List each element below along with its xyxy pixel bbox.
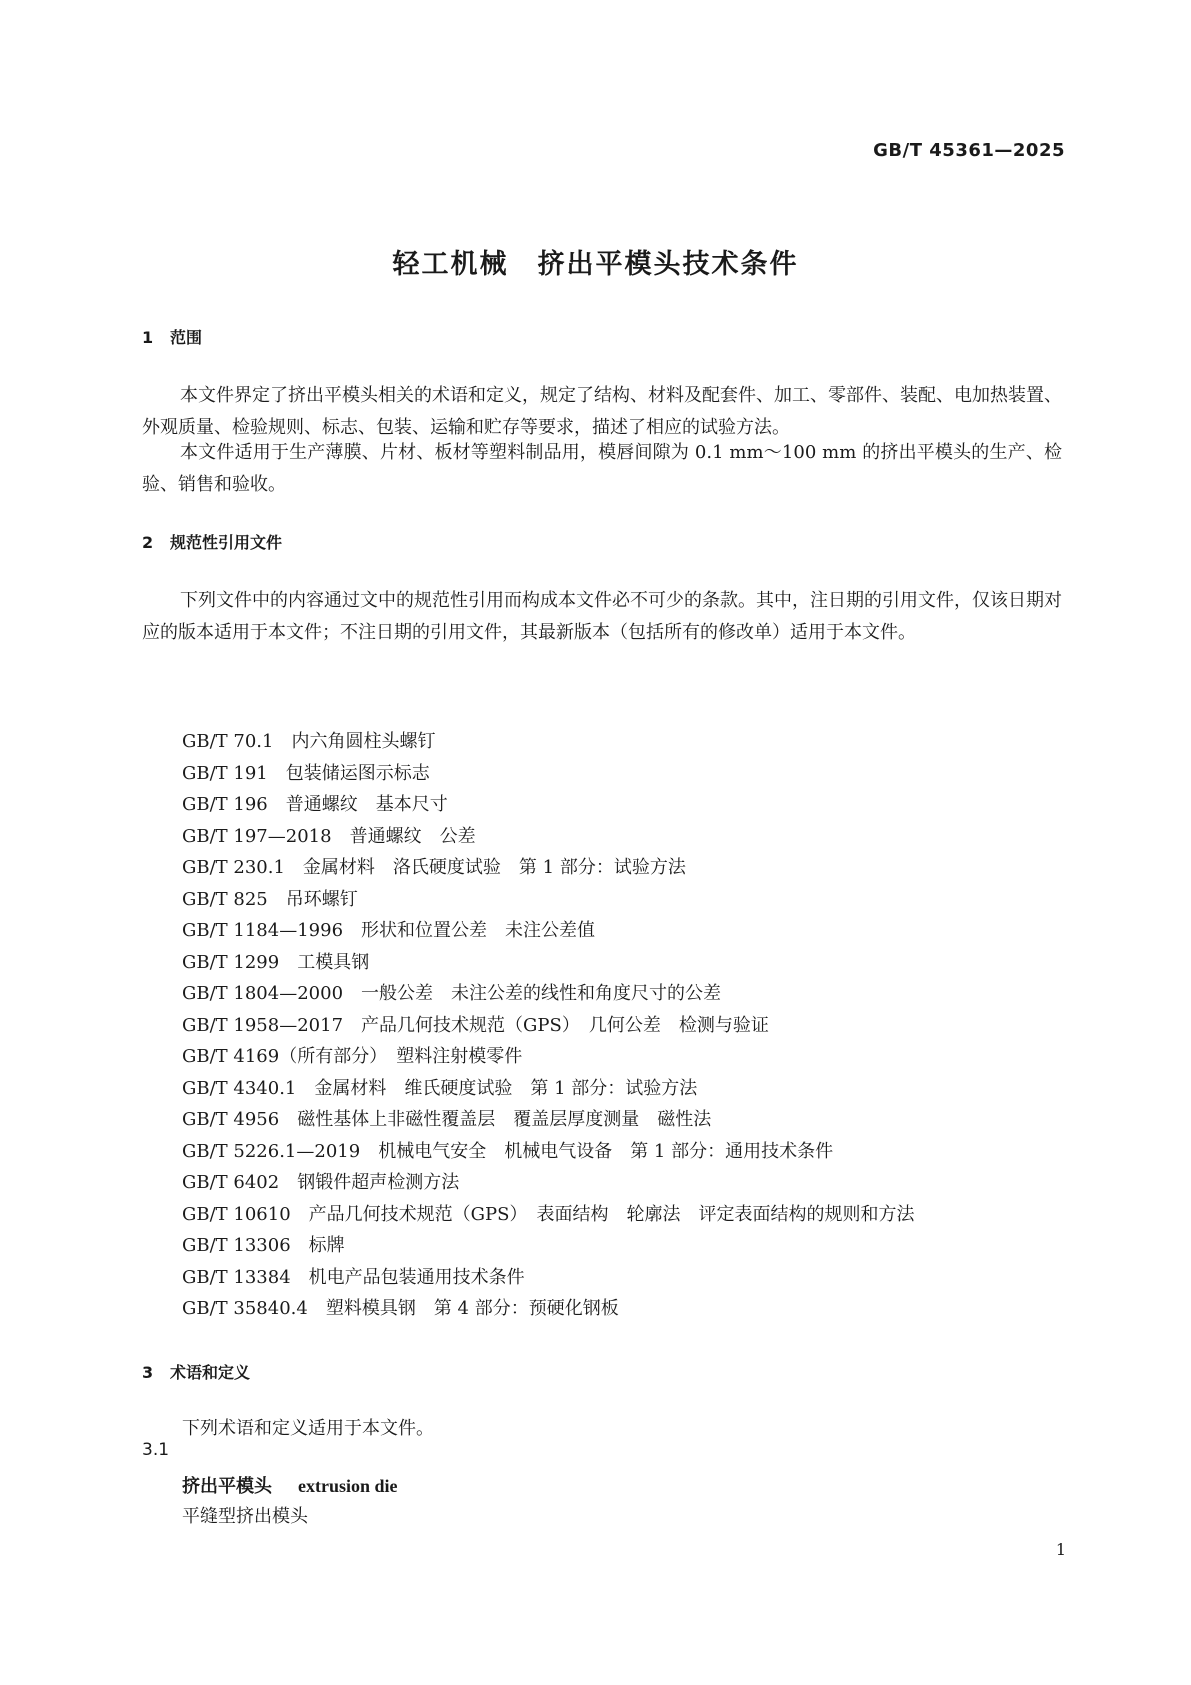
reference-item: GB/T 4340.1 金属材料 维氏硬度试验 第 1 部分：试验方法 — [182, 1077, 698, 1099]
reference-item: GB/T 4169（所有部分） 塑料注射模零件 — [182, 1046, 523, 1067]
section-number: 2 — [142, 533, 154, 552]
standard-number: GB/T 45361—2025 — [873, 140, 1065, 161]
term-chinese: 挤出平模头 — [182, 1476, 272, 1497]
reference-item: GB/T 6402 钢锻件超声检测方法 — [182, 1172, 460, 1193]
terms-intro: 下列术语和定义适用于本文件。 — [182, 1418, 434, 1439]
reference-item: GB/T 197—2018 普通螺纹 公差 — [182, 825, 476, 847]
normative-refs-intro: 下列文件中的内容通过文中的规范性引用而构成本文件必不可少的条款。其中，注日期的引用文件，仅该日期对应的版本适用于本文件；不注日期的引用文件，其最新版本（包括所有的修改单）适用于本文件。 — [142, 590, 1062, 643]
term-english: extrusion die — [298, 1476, 398, 1496]
reference-list — [182, 726, 914, 1325]
reference-item: GB/T 825 吊环螺钉 — [182, 888, 358, 910]
section-number: 3 — [142, 1363, 154, 1382]
reference-item: GB/T 230.1 金属材料 洛氏硬度试验 第 1 部分：试验方法 — [182, 857, 686, 878]
reference-item: GB/T 4956 磁性基体上非磁性覆盖层 覆盖层厚度测量 磁性法 — [182, 1109, 712, 1130]
reference-item: GB/T 191 包装储运图示标志 — [182, 762, 430, 784]
scope-paragraph-2: 本文件适用于生产薄膜、片材、板材等塑料制品用，模唇间隙为 0.1 mm～100 mm 的挤出平模头的生产、检验、销售和验收。 — [142, 442, 1062, 495]
section-heading-terms — [142, 1360, 250, 1383]
term-entry — [182, 1472, 398, 1498]
section-heading-normative-refs — [142, 530, 282, 553]
reference-item: GB/T 10610 产品几何技术规范（GPS） 表面结构 轮廓法 评定表面结构的规则和方法 — [182, 1203, 915, 1225]
term-synonym: 平缝型挤出模头 — [182, 1506, 308, 1527]
section-heading-scope — [142, 325, 202, 348]
reference-item: GB/T 5226.1—2019 机械电气安全 机械电气设备 第 1 部分：通用技术条件 — [182, 1140, 834, 1162]
reference-item: GB/T 196 普通螺纹 基本尺寸 — [182, 794, 448, 815]
section-number: 1 — [142, 328, 154, 347]
page-number: 1 — [1055, 1540, 1066, 1559]
reference-item: GB/T 13384 机电产品包装通用技术条件 — [182, 1266, 525, 1288]
reference-item: GB/T 1184—1996 形状和位置公差 未注公差值 — [182, 920, 596, 941]
document-title: 轻工机械 挤出平模头技术条件 — [392, 249, 799, 280]
reference-item: GB/T 35840.4 塑料模具钢 第 4 部分：预硬化钢板 — [182, 1298, 619, 1319]
reference-item: GB/T 13306 标牌 — [182, 1235, 345, 1256]
scope-paragraph-1: 本文件界定了挤出平模头相关的术语和定义，规定了结构、材料及配套件、加工、零部件、装配、电加热装置、外观质量、检验规则、标志、包装、运输和贮存等要求，描述了相应的试验方法。 — [142, 385, 1062, 438]
reference-item: GB/T 70.1 内六角圆柱头螺钉 — [182, 731, 436, 752]
reference-item: GB/T 1804—2000 一般公差 未注公差的线性和角度尺寸的公差 — [182, 983, 722, 1004]
term-entry-number: 3.1 — [142, 1440, 170, 1460]
section-title: 规范性引用文件 — [170, 533, 283, 552]
reference-item: GB/T 1299 工模具钢 — [182, 951, 370, 973]
section-title: 范围 — [170, 328, 203, 347]
reference-item: GB/T 1958—2017 产品几何技术规范（GPS） 几何公差 检测与验证 — [182, 1014, 769, 1036]
section-title: 术语和定义 — [170, 1363, 251, 1382]
